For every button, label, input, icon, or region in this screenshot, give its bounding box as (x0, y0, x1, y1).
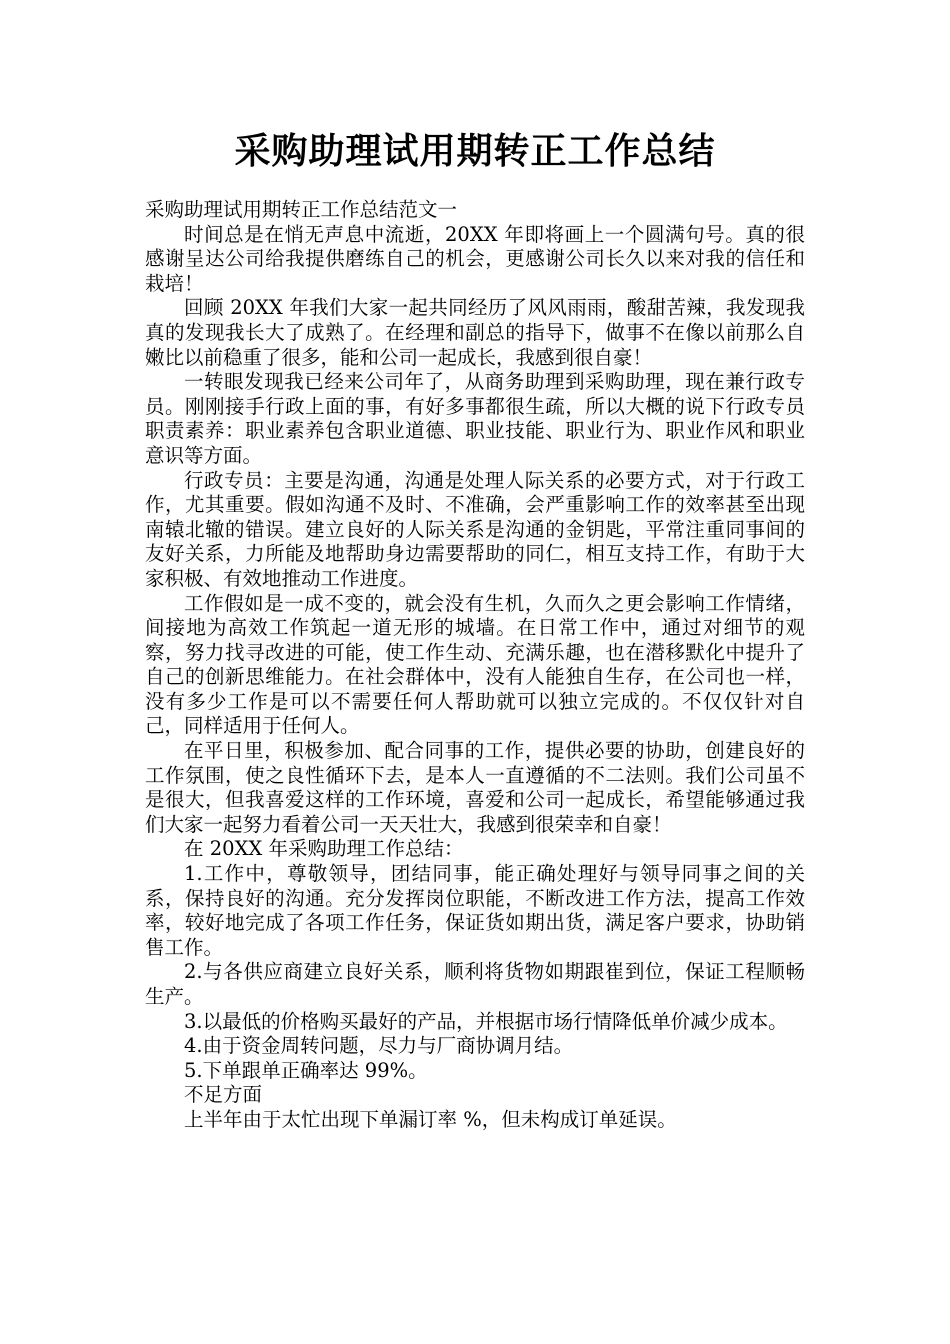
paragraph-1: 时间总是在悄无声息中流逝，20XX 年即将画上一个圆满句号。真的很感谢呈达公司给我提供磨练自己的机会，更感谢公司长久以来对我的信任和栽培！ (145, 222, 805, 295)
paragraph-4: 行政专员：主要是沟通，沟通是处理人际关系的必要方式，对于行政工作，尤其重要。假如沟通不及时、不准确，会严重影响工作的效率甚至出现南辕北辙的错误。建立良好的人际关系是沟通的金钥匙，平常注重同事间的友好关系，力所能及地帮助身边需要帮助的同仁，相互支持工作，有助于大家积极、有效地推动工作进度。 (145, 468, 805, 590)
paragraph-8: 1.工作中，尊敬领导，团结同事，能正确处理好与领导同事之间的关系，保持良好的沟通。充分发挥岗位职能，不断改进工作方法，提高工作效率，较好地完成了各项工作任务，保证货如期出货，满足客户要求，协助销售工作。 (145, 862, 805, 959)
paragraph-2: 回顾 20XX 年我们大家一起共同经历了风风雨雨，酸甜苦辣，我发现我真的发现我长大了成熟了。在经理和副总的指导下，做事不在像以前那么自嫩比以前稳重了很多，能和公司一起成长，我感到很自豪！ (145, 296, 805, 369)
paragraph-3: 一转眼发现我已经来公司年了，从商务助理到采购助理，现在兼行政专员。刚刚接手行政上面的事，有好多事都很生疏，所以大概的说下行政专员职责素养：职业素养包含职业道德、职业技能、职业行为、职业作风和职业意识等方面。 (145, 370, 805, 467)
paragraph-12: 5.下单跟单正确率达 99%。 (184, 1058, 428, 1082)
paragraph-7: 在 20XX 年采购助理工作总结： (184, 837, 464, 861)
paragraph-6: 在平日里，积极参加、配合同事的工作，提供必要的协助，创建良好的工作氛围，使之良性循环下去，是本人一直遵循的不二法则。我们公司虽不是很大，但我喜爱这样的工作环境，喜爱和公司一起成长，希望能够通过我们大家一起努力看着公司一天天壮大，我感到很荣幸和自豪！ (145, 739, 805, 836)
paragraph-14: 上半年由于太忙出现下单漏订率 %，但未构成订单延误。 (184, 1107, 677, 1131)
document-body (145, 198, 805, 1133)
paragraph-9: 2.与各供应商建立良好关系，顺利将货物如期跟崔到位，保证工程顺畅生产。 (145, 960, 805, 1008)
paragraph-10: 3.以最低的价格购买最好的产品，并根据市场行情降低单价减少成本。 (184, 1009, 788, 1033)
paragraph-0: 采购助理试用期转正工作总结范文一 (145, 198, 458, 221)
paragraph-11: 4.由于资金周转问题，尽力与厂商协调月结。 (184, 1034, 574, 1058)
paragraph-13: 不足方面 (184, 1083, 263, 1107)
document-title: 采购助理试用期转正工作总结 (234, 131, 716, 172)
paragraph-5: 工作假如是一成不变的，就会没有生机，久而久之更会影响工作情绪，间接地为高效工作筑起一道无形的城墙。在日常工作中，通过对细节的观察，努力找寻改进的可能，使工作生动、充满乐趣，也在潜移默化中提升了自己的创新思维能力。在社会群体中，没有人能独自生存，在公司也一样，没有多少工作是可以不需要任何人帮助就可以独立完成的。不仅仅针对自己，同样适用于任何人。 (145, 591, 805, 738)
